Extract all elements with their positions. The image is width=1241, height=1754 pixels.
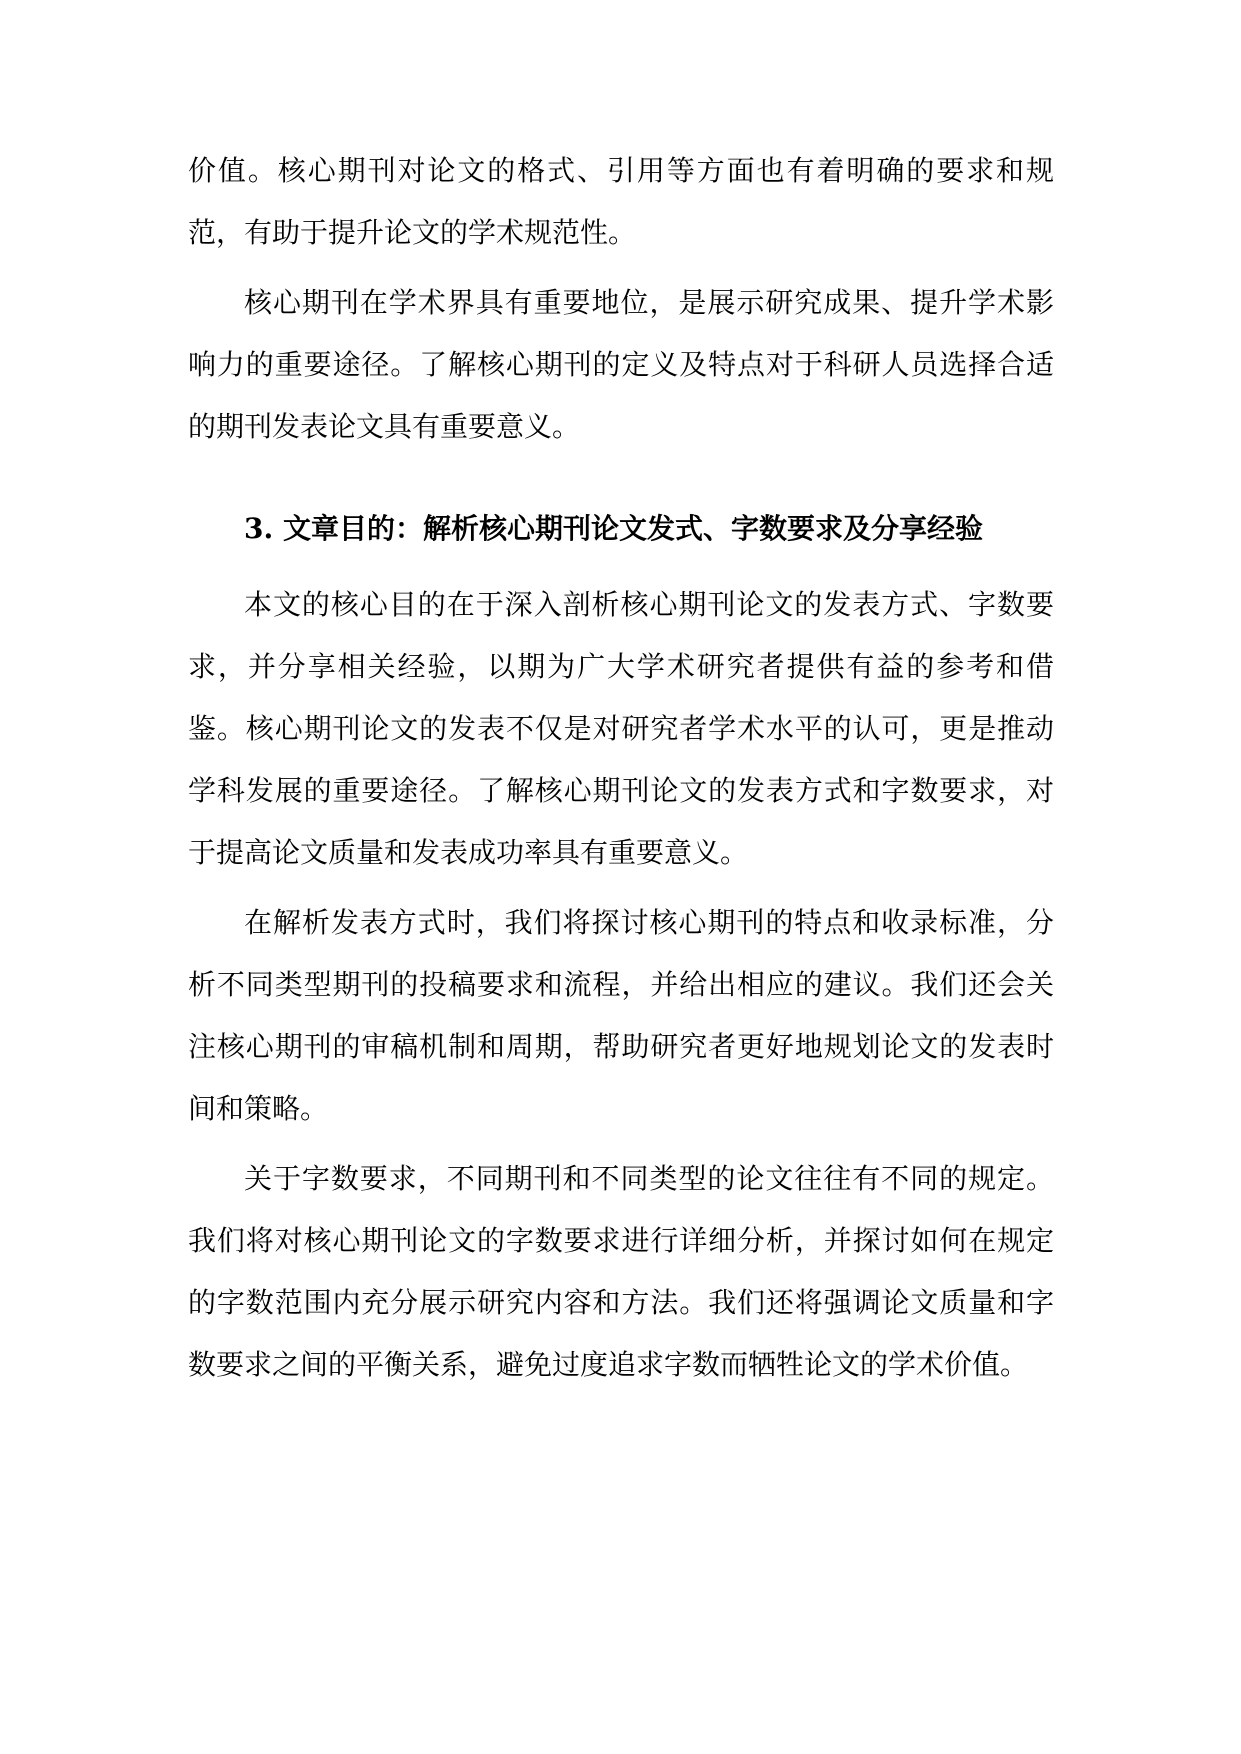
paragraph: 核心期刊在学术界具有重要地位，是展示研究成果、提升学术影响力的重要途径。了解核心期刊的定义及特点对于科研人员选择合适的期刊发表论文具有重要意义。 (188, 286, 1054, 443)
paragraph-continued: 价值。核心期刊对论文的格式、引用等方面也有着明确的要求和规范，有助于提升论文的学术规范性。 (188, 154, 1054, 249)
paragraph: 在解析发表方式时，我们将探讨核心期刊的特点和收录标准，分析不同类型期刊的投稿要求和流程，并给出相应的建议。我们还会关注核心期刊的审稿机制和周期，帮助研究者更好地规划论文的发表时间和策略。 (188, 906, 1054, 1125)
paragraph: 本文的核心目的在于深入剖析核心期刊论文的发表方式、字数要求，并分享相关经验，以期为广大学术研究者提供有益的参考和借鉴。核心期刊论文的发表不仅是对研究者学术水平的认可，更是推动学科发展的重要途径。了解核心期刊论文的发表方式和字数要求，对于提高论文质量和发表成功率具有重要意义。 (188, 588, 1054, 869)
paragraph: 关于字数要求，不同期刊和不同类型的论文往往有不同的规定。我们将对核心期刊论文的字数要求进行详细分析，并探讨如何在规定的字数范围内充分展示研究内容和方法。我们还将强调论文质量和字数要求之间的平衡关系，避免过度追求字数而牺牲论文的学术价值。 (188, 1162, 1054, 1381)
document-body (188, 140, 1054, 1404)
section-heading: 3. 文章目的：解析核心期刊论文发式、字数要求及分享经验 (244, 512, 983, 545)
